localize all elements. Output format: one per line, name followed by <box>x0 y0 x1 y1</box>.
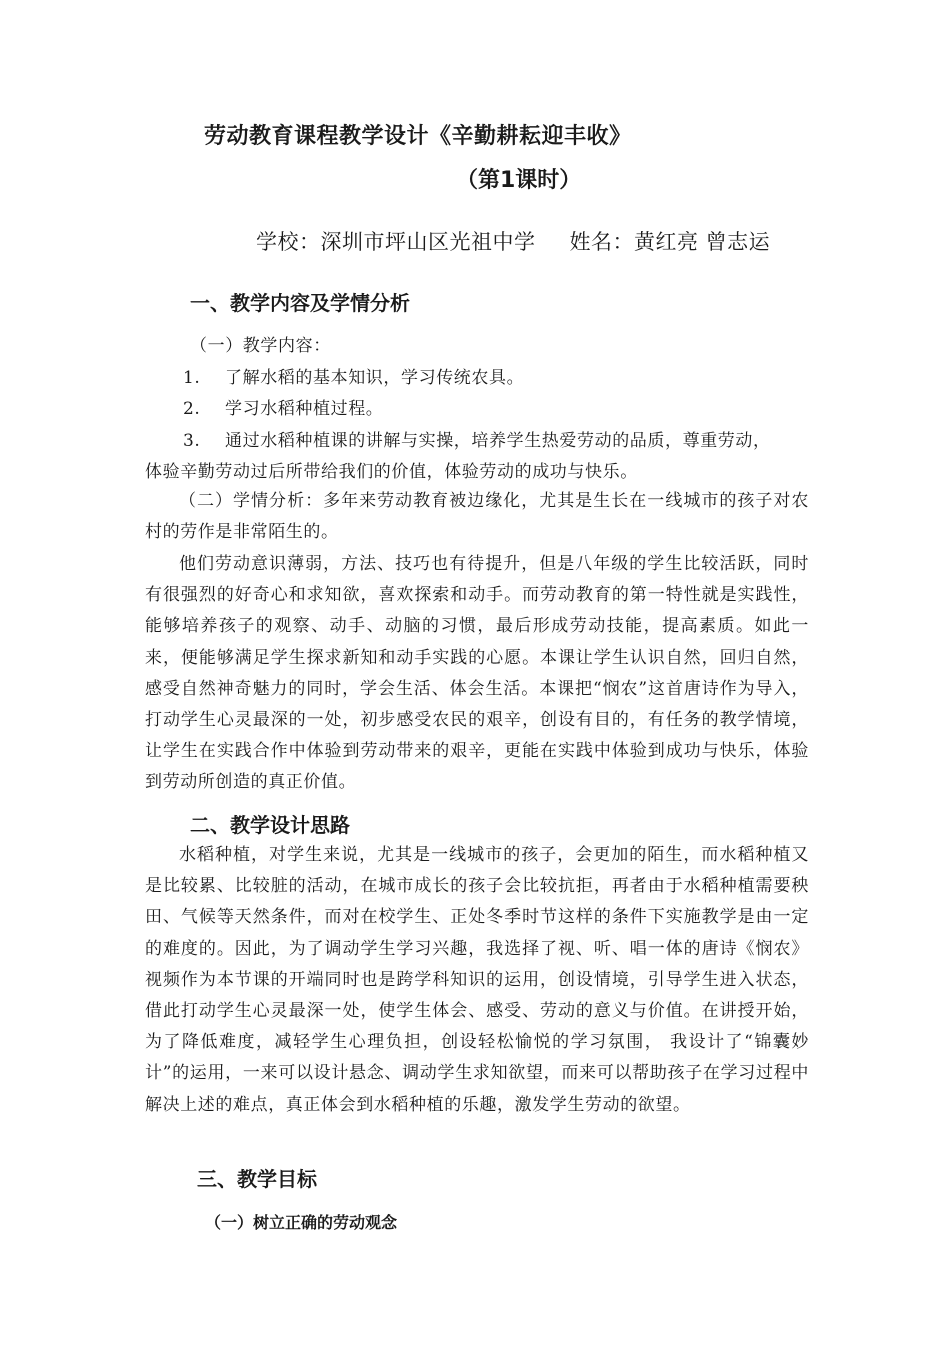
list-item-continuation: 体验辛勤劳动过后所带给我们的价值，体验劳动的成功与快乐。 <box>145 462 638 482</box>
document-subtitle: （第1课时） <box>456 168 582 193</box>
section-heading-2: 二、教学设计思路 <box>190 813 350 837</box>
subsection-heading: （一）树立正确的劳动观念 <box>205 1213 398 1232</box>
list-item-text: 通过水稻种植课的讲解与实操，培养学生热爱劳动的品质，尊重劳动， <box>225 431 771 451</box>
school-label: 学校：深圳市坪山区光祖中学 <box>256 230 536 254</box>
section-heading-1: 一、教学内容及学情分析 <box>190 291 410 315</box>
author-label: 姓名：黄红亮 曾志运 <box>569 230 771 254</box>
analysis-paragraph: （二）学情分析：多年来劳动教育被边缘化，尤其是生长在一线城市的孩子对农村的劳作是非常陌生的。 <box>145 491 809 543</box>
analysis-body: 他们劳动意识薄弱，方法、技巧也有待提升，但是八年级的学生比较活跃，同时有很强烈的好奇心和求知欲，喜欢探索和动手。而劳动教育的第一特性就是实践性，能够培养孩子的观察、动手、动脑的习惯，最后形成劳动技能，提高素质。如此一来，便能够满足学生探求新知和动手实践的心愿。本课让学生认识自然，回归自然，感受自然神奇魅力的同时，学会生活、体会生活。本课把“悯农”这首唐诗作为导入，打动学生心灵最深的一处，初步感受农民的艰辛，创设有目的，有任务的教学情境，让学生在实践合作中体验到劳动带来的艰辛，更能在实践中体验到成功与快乐，体验到劳动所创造的真正价值。 <box>145 554 809 793</box>
list-item <box>183 394 383 419</box>
list-item-number: 3. <box>183 431 201 451</box>
list-item-text: 了解水稻的基本知识，学习传统农具。 <box>225 368 525 388</box>
content-label: （一）教学内容： <box>190 336 331 356</box>
design-body: 水稻种植，对学生来说，尤其是一线城市的孩子，会更加的陌生，而水稻种植又是比较累、比较脏的活动，在城市成长的孩子会比较抗拒，再者由于水稻种植需要秧田、气候等天然条件，而对在校学生、正处冬季时节这样的条件下实施教学是由一定的难度的。因此，为了调动学生学习兴趣，我选择了视、听、唱一体的唐诗《悯农》视频作为本节课的开端同时也是跨学科知识的运用，创设情境，引导学生进入状态，借此打动学生心灵最深一处，使学生体会、感受、劳动的意义与价值。在讲授开始，为了降低难度，减轻学生心理负担，创设轻松愉悦的学习氛围， 我设计了“锦囊妙计”的运用，一来可以设计悬念、调动学生求知欲望，而来可以帮助孩子在学习过程中解决上述的难点，真正体会到水稻种植的乐趣，激发学生劳动的欲望。 <box>145 845 809 1115</box>
list-item-text: 学习水稻种植过程。 <box>225 399 384 419</box>
document-title: 劳动教育课程教学设计《辛勤耕耘迎丰收》 <box>204 124 632 149</box>
author-info <box>256 226 770 256</box>
section-heading-3: 三、教学目标 <box>197 1167 317 1191</box>
list-item-number: 1. <box>183 368 201 388</box>
list-item <box>183 426 771 451</box>
list-item-number: 2. <box>183 399 201 419</box>
list-item <box>183 363 524 388</box>
